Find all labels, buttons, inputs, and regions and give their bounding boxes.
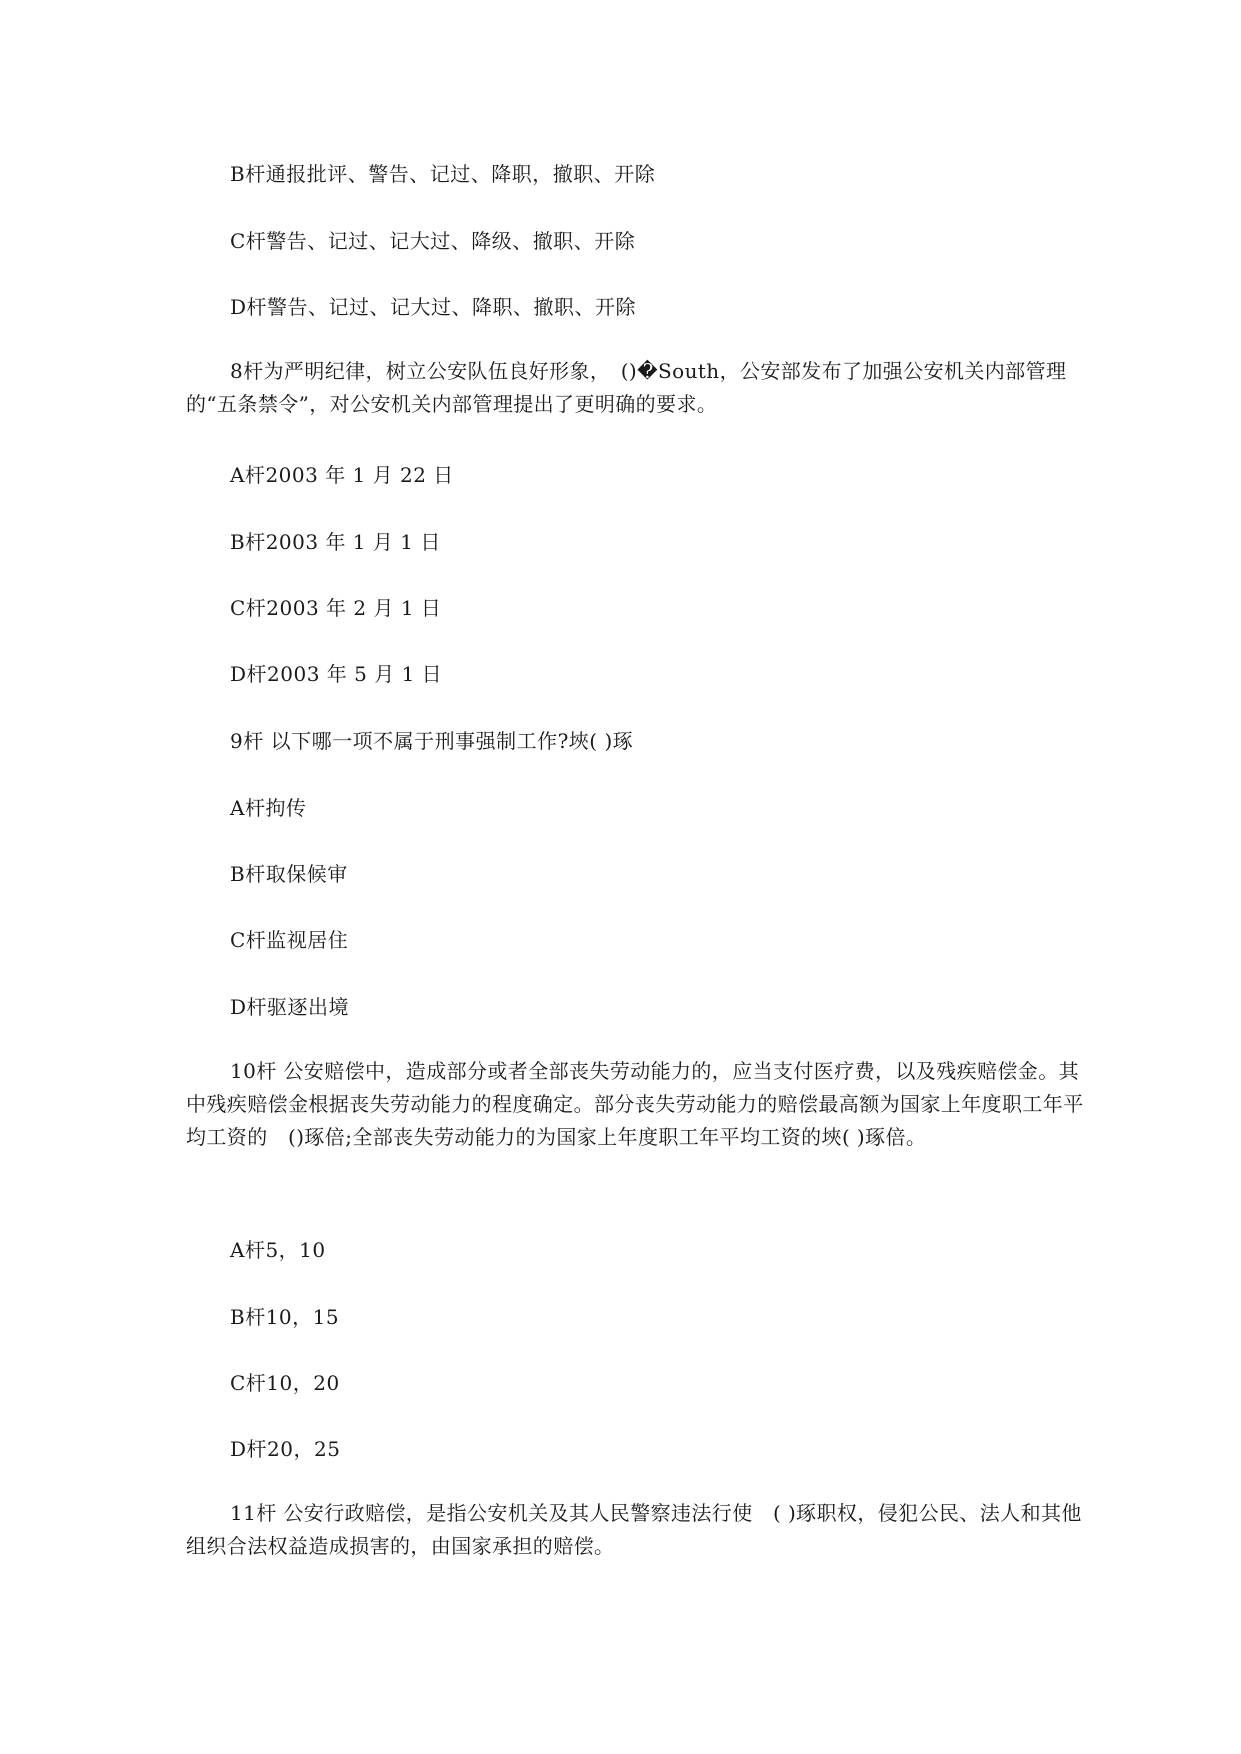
q11-question: 11杆 公安行政赔偿，是指公安机关及其人民警察违法行使 ( )琢职权，侵犯公民、法人和其他组织合法权益造成损害的，由国家承担的赔偿。 bbox=[186, 1501, 1082, 1558]
q7-option-c: C杆警告、记过、记大过、降级、撤职、开除 bbox=[230, 229, 636, 253]
q8-option-c: C杆2003 年 2 月 1 日 bbox=[230, 596, 442, 620]
q9-option-b: B杆取保候审 bbox=[230, 862, 348, 886]
q8-option-d: D杆2003 年 5 月 1 日 bbox=[230, 662, 443, 686]
q9-option-d: D杆驱逐出境 bbox=[230, 995, 350, 1019]
q7-option-b: B杆通报批评、警告、记过、降职，撤职、开除 bbox=[230, 162, 656, 186]
q10-option-b: B杆10，15 bbox=[230, 1305, 340, 1329]
q9-question: 9杆 以下哪一项不属于刑事强制工作?埉( )琢 bbox=[230, 729, 634, 753]
q9-option-a: A杆拘传 bbox=[230, 796, 307, 820]
q7-option-d: D杆警告、记过、记大过、降职、撤职、开除 bbox=[230, 295, 637, 319]
q8-option-b: B杆2003 年 1 月 1 日 bbox=[230, 530, 441, 554]
q8-option-a: A杆2003 年 1 月 22 日 bbox=[230, 463, 454, 487]
q8-question: 8杆为严明纪律，树立公安队伍良好形象， ()�South，公安部发布了加强公安机关内部管理的“五条禁令”，对公安机关内部管理提出了更明确的要求。 bbox=[186, 359, 1067, 416]
q10-option-c: C杆10，20 bbox=[230, 1371, 340, 1395]
q10-option-d: D杆20，25 bbox=[230, 1437, 341, 1461]
q10-question: 10杆 公安赔偿中，造成部分或者全部丧失劳动能力的，应当支付医疗费，以及残疾赔偿金。其中残疾赔偿金根据丧失劳动能力的程度确定。部分丧失劳动能力的赔偿最高额为国家上年度职工年平均工资的 ()琢倍;全部丧失劳动能力的为国家上年度职工年平均工资的埉( )琢倍。 bbox=[186, 1059, 1084, 1149]
q10-option-a: A杆5，10 bbox=[230, 1238, 326, 1262]
q9-option-c: C杆监视居住 bbox=[230, 928, 349, 952]
